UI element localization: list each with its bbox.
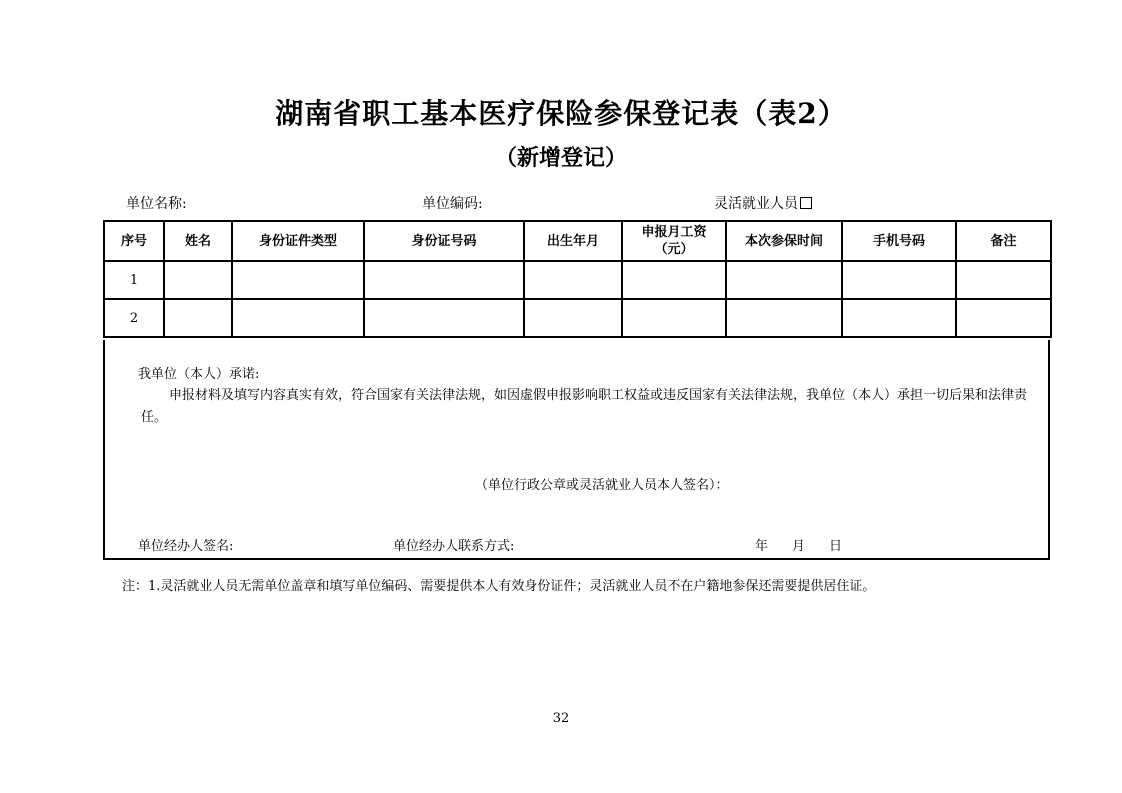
header-wage-line2: （元） <box>654 242 694 257</box>
id-type-cell[interactable] <box>232 299 364 337</box>
row-seq: 2 <box>104 299 164 337</box>
form-subtitle: （新增登记） <box>494 145 627 171</box>
table-row <box>104 299 1051 337</box>
phone-cell[interactable] <box>842 299 956 337</box>
handler-contact-label: 单位经办人联系方式: <box>393 539 515 554</box>
flex-worker-field <box>714 193 812 215</box>
remarks-cell[interactable] <box>956 261 1051 299</box>
wage-cell[interactable] <box>622 261 726 299</box>
id-number-cell[interactable] <box>364 261 524 299</box>
form-title: 湖南省职工基本医疗保险参保登记表（表2） <box>275 97 847 130</box>
id-type-cell[interactable] <box>232 261 364 299</box>
date-year: 年 <box>755 539 769 554</box>
header-id-number: 身份证号码 <box>364 221 524 261</box>
seal-note: （单位行政公章或灵活就业人员本人签名）： <box>475 478 729 493</box>
unit-code-label: 单位编码: <box>422 196 483 212</box>
header-wage-line1: 申报月工资 <box>641 225 707 240</box>
birth-cell[interactable] <box>524 261 622 299</box>
header-id-type: 身份证件类型 <box>232 221 364 261</box>
header-birth: 出生年月 <box>524 221 622 261</box>
id-number-cell[interactable] <box>364 299 524 337</box>
remarks-cell[interactable] <box>956 299 1051 337</box>
pledge-title: 我单位（本人）承诺: <box>138 367 260 382</box>
pledge-body: 申报材料及填写内容真实有效，符合国家有关法律法规，如因虚假申报影响职工权益或违反国家有关法律法规，我单位（本人）承担一切后果和法律责任。 <box>141 388 1028 425</box>
flex-worker-checkbox[interactable] <box>800 197 812 209</box>
birth-cell[interactable] <box>524 299 622 337</box>
wage-cell[interactable] <box>622 299 726 337</box>
row-seq: 1 <box>104 261 164 299</box>
page-number: 32 <box>552 711 570 726</box>
flex-worker-label: 灵活就业人员 <box>714 196 798 212</box>
signature-date <box>755 538 842 556</box>
date-month: 月 <box>792 539 806 554</box>
date-day: 日 <box>829 539 843 554</box>
footnote: 注：1.灵活就业人员无需单位盖章和填写单位编码、需要提供本人有效身份证件；灵活就业人员不在户籍地参保还需要提供居住证。 <box>122 579 876 594</box>
pledge-section <box>103 340 1050 560</box>
table-header-row <box>104 221 1051 261</box>
header-name: 姓名 <box>164 221 232 261</box>
header-phone: 手机号码 <box>842 221 956 261</box>
header-insure-time: 本次参保时间 <box>726 221 842 261</box>
header-wage <box>622 221 726 261</box>
registration-table <box>103 220 1052 338</box>
insure-time-cell[interactable] <box>726 261 842 299</box>
phone-cell[interactable] <box>842 261 956 299</box>
header-seq: 序号 <box>104 221 164 261</box>
table-row <box>104 261 1051 299</box>
handler-signature-label: 单位经办人签名: <box>138 539 234 554</box>
name-cell[interactable] <box>164 299 232 337</box>
unit-name-label: 单位名称: <box>126 196 187 212</box>
header-remarks: 备注 <box>956 221 1051 261</box>
insure-time-cell[interactable] <box>726 299 842 337</box>
name-cell[interactable] <box>164 261 232 299</box>
